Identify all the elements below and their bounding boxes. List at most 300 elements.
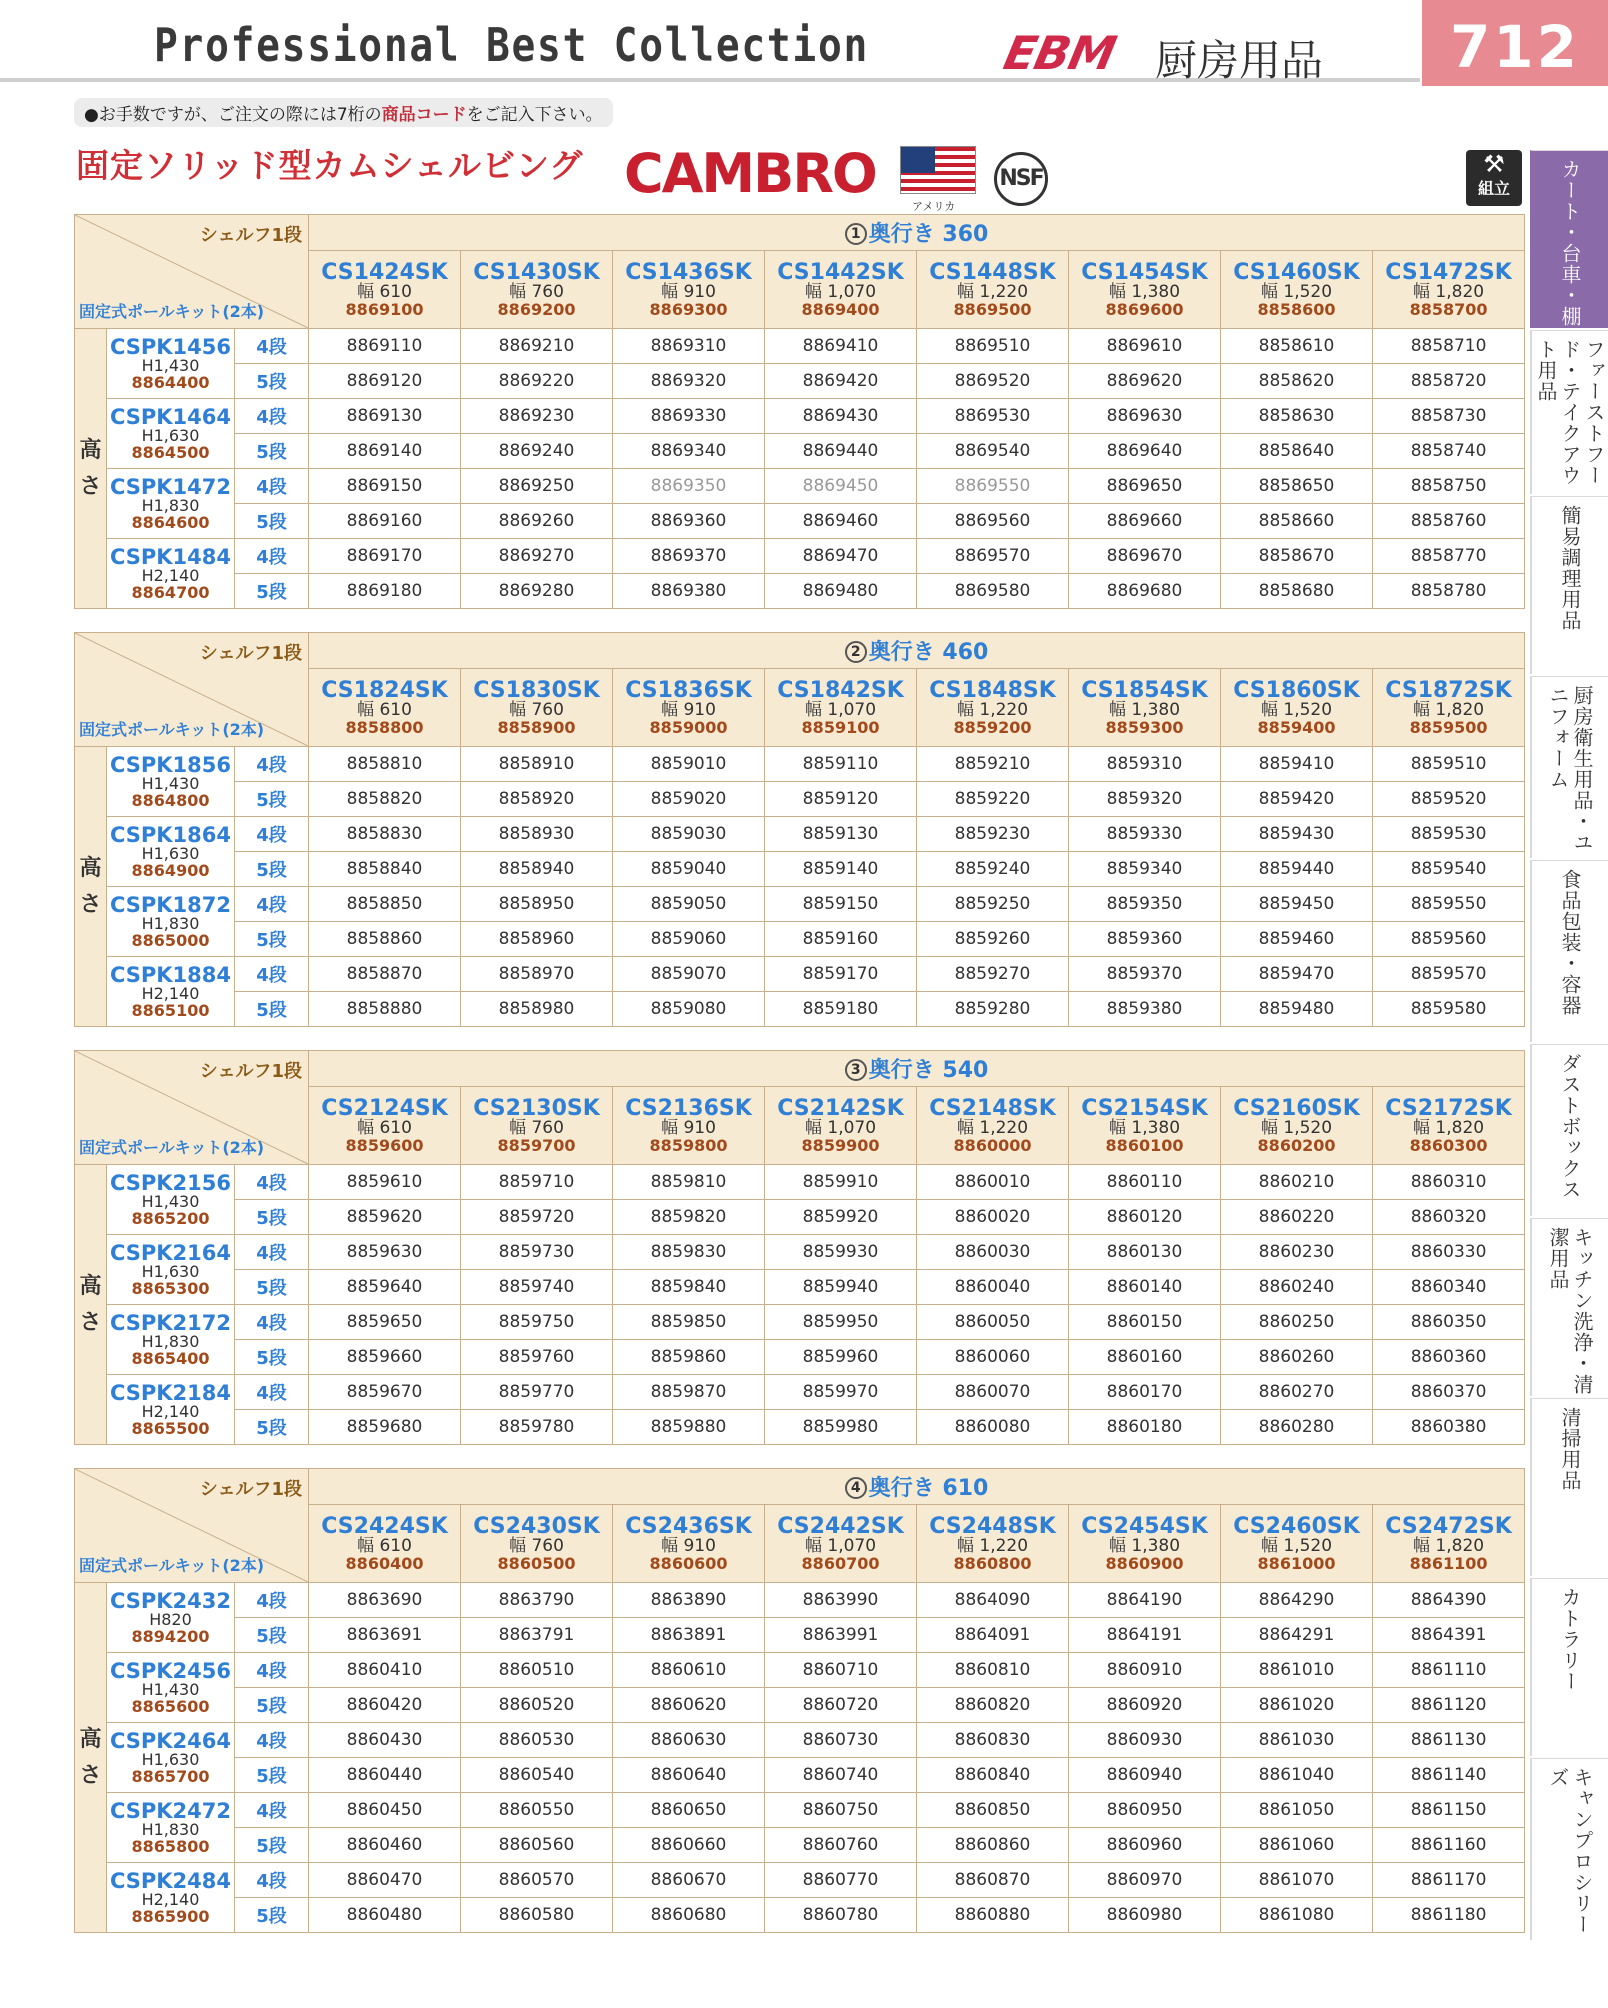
order-note-suffix: をご記入下さい。 [466, 105, 603, 125]
product-code: 8861060 [1221, 1828, 1373, 1863]
column-header [1373, 1087, 1525, 1165]
depth-number: 4 [845, 1477, 867, 1499]
catalog-title: Professional Best Collection [154, 18, 870, 72]
depth-number: 2 [845, 641, 867, 663]
tier-label: 5段 [235, 992, 309, 1027]
tab-5[interactable] [1530, 860, 1608, 1042]
product-code: 8858820 [309, 782, 461, 817]
product-code: 8860480 [309, 1898, 461, 1933]
product-code: 8860260 [1221, 1340, 1373, 1375]
column-header [765, 1505, 917, 1583]
pole-kit-cell [107, 1305, 235, 1375]
product-code: 8859720 [461, 1200, 613, 1235]
product-code: 8859420 [1221, 782, 1373, 817]
column-header [461, 669, 613, 747]
product-code: 8859910 [765, 1165, 917, 1200]
table-row [75, 1583, 1525, 1618]
shelf-code: 8869500 [953, 299, 1032, 319]
product-code: 8863890 [613, 1583, 765, 1618]
tier-label: 5段 [235, 1898, 309, 1933]
product-code: 8860250 [1221, 1305, 1373, 1340]
product-code: 8860820 [917, 1688, 1069, 1723]
pole-kit-cell [107, 329, 235, 399]
shelf-code: 8861100 [1409, 1553, 1488, 1573]
shelf-code: 8860600 [649, 1553, 728, 1573]
product-code: 8859830 [613, 1235, 765, 1270]
table-corner [75, 215, 309, 329]
product-code: 8860940 [1069, 1758, 1221, 1793]
table-row [75, 782, 1525, 817]
product-code: 8869370 [613, 539, 765, 574]
usa-flag-icon [900, 146, 976, 194]
tier-label: 4段 [235, 1375, 309, 1410]
product-code: 8859930 [765, 1235, 917, 1270]
product-code: 8858650 [1221, 469, 1373, 504]
product-code: 8860880 [917, 1898, 1069, 1933]
product-code: 8859530 [1373, 817, 1525, 852]
order-note-emphasis: 商品コード [381, 105, 467, 125]
shelf-model: CS2442SK [777, 1513, 904, 1539]
column-header [1221, 669, 1373, 747]
tab-label: ファーストフード・テイクアウト用品 [1534, 339, 1606, 486]
product-code: 8869530 [917, 399, 1069, 434]
pole-kit-height: H1,830 [141, 495, 200, 515]
shelf-model: CS2124SK [321, 1095, 448, 1121]
pole-kit-height: H2,140 [141, 565, 200, 585]
shelf-width: 幅 760 [509, 281, 564, 302]
table-row [75, 1375, 1525, 1410]
pole-kit-height: H820 [149, 1609, 192, 1629]
product-code: 8860170 [1069, 1375, 1221, 1410]
product-code: 8859980 [765, 1410, 917, 1445]
product-code: 8858910 [461, 747, 613, 782]
shelf-width: 幅 1,220 [956, 699, 1029, 720]
product-code: 8859880 [613, 1410, 765, 1445]
shelf-model: CS2460SK [1233, 1513, 1360, 1539]
table-row [75, 434, 1525, 469]
shelf-model: CS1872SK [1385, 677, 1512, 703]
product-code: 8860930 [1069, 1723, 1221, 1758]
column-header [1221, 1505, 1373, 1583]
product-code: 8869410 [765, 329, 917, 364]
product-code: 8859640 [309, 1270, 461, 1305]
pole-kit-code: 8864900 [131, 860, 210, 880]
product-code: 8864390 [1373, 1583, 1525, 1618]
product-code: 8858950 [461, 887, 613, 922]
column-header [613, 1087, 765, 1165]
product-code: 8860750 [765, 1793, 917, 1828]
shelf-width: 幅 910 [661, 281, 716, 302]
product-code: 8859170 [765, 957, 917, 992]
tab-10[interactable] [1530, 1758, 1608, 1940]
product-code: 8859330 [1069, 817, 1221, 852]
shelf-width: 幅 910 [661, 1535, 716, 1556]
product-code: 8864190 [1069, 1583, 1221, 1618]
product-code: 8858730 [1373, 399, 1525, 434]
shelf-model: CS1454SK [1081, 259, 1208, 285]
product-code: 8860540 [461, 1758, 613, 1793]
product-code: 8858920 [461, 782, 613, 817]
tab-label: カート・台車・棚 [1558, 159, 1582, 327]
product-code: 8859040 [613, 852, 765, 887]
tab-2[interactable] [1530, 330, 1608, 494]
shelf-code: 8869300 [649, 299, 728, 319]
product-code: 8859180 [765, 992, 917, 1027]
product-code: 8858870 [309, 957, 461, 992]
column-header [613, 1505, 765, 1583]
pole-kit-height: H1,430 [141, 1191, 200, 1211]
shelf-model: CS2136SK [625, 1095, 752, 1121]
product-code: 8858620 [1221, 364, 1373, 399]
product-code: 8860010 [917, 1165, 1069, 1200]
product-code: 8858630 [1221, 399, 1373, 434]
tier-label: 5段 [235, 1200, 309, 1235]
shelf-width: 幅 610 [357, 1117, 412, 1138]
tab-6[interactable] [1530, 1044, 1608, 1216]
product-code: 8869150 [309, 469, 461, 504]
column-header [461, 251, 613, 329]
product-code: 8863991 [765, 1618, 917, 1653]
category-title: 厨房用品 [1155, 36, 1324, 85]
product-code: 8869310 [613, 329, 765, 364]
product-code: 8869270 [461, 539, 613, 574]
product-code: 8859110 [765, 747, 917, 782]
product-code: 8860040 [917, 1270, 1069, 1305]
shelf-code: 8860700 [801, 1553, 880, 1573]
tab-9[interactable] [1530, 1578, 1608, 1756]
column-header [461, 1087, 613, 1165]
product-code: 8859460 [1221, 922, 1373, 957]
product-code: 8861130 [1373, 1723, 1525, 1758]
tier-label: 5段 [235, 852, 309, 887]
product-code: 8860780 [765, 1898, 917, 1933]
pole-kit-height: H2,140 [141, 983, 200, 1003]
pole-kit-model: CSPK1884 [109, 962, 232, 987]
product-code: 8861170 [1373, 1863, 1525, 1898]
product-code: 8860830 [917, 1723, 1069, 1758]
product-code: 8869580 [917, 574, 1069, 609]
product-code: 8861050 [1221, 1793, 1373, 1828]
product-code: 8869570 [917, 539, 1069, 574]
product-code: 8869670 [1069, 539, 1221, 574]
tab-3[interactable] [1530, 496, 1608, 674]
column-header [1069, 1505, 1221, 1583]
page-header [0, 0, 1608, 86]
table-row [75, 1653, 1525, 1688]
shelf-model: CS2142SK [777, 1095, 904, 1121]
product-code: 8858720 [1373, 364, 1525, 399]
product-code: 8861040 [1221, 1758, 1373, 1793]
column-header [309, 669, 461, 747]
pole-kit-model: CSPK2464 [109, 1728, 232, 1753]
shelf-width: 幅 1,070 [804, 281, 877, 302]
shelf-model: CS1860SK [1233, 677, 1360, 703]
depth-header-row [75, 215, 1525, 251]
shelf-model: CS1430SK [473, 259, 600, 285]
product-code: 8869660 [1069, 504, 1221, 539]
column-header [1069, 251, 1221, 329]
tier-label: 4段 [235, 817, 309, 852]
tab-1[interactable] [1530, 150, 1608, 328]
depth-label: 奥行き 360 [868, 222, 989, 247]
table-row [75, 504, 1525, 539]
shelf-model: CS1830SK [473, 677, 600, 703]
pole-kit-code: 8865200 [131, 1208, 210, 1228]
shelf-model: CS2154SK [1081, 1095, 1208, 1121]
product-code: 8859410 [1221, 747, 1373, 782]
depth-label: 奥行き 460 [868, 640, 989, 665]
shelf-model: CS2472SK [1385, 1513, 1512, 1539]
product-code: 8858980 [461, 992, 613, 1027]
product-code: 8860050 [917, 1305, 1069, 1340]
shelf-code: 8858600 [1257, 299, 1336, 319]
product-code: 8859510 [1373, 747, 1525, 782]
product-code: 8863790 [461, 1583, 613, 1618]
product-code: 8859840 [613, 1270, 765, 1305]
product-code: 8869320 [613, 364, 765, 399]
product-code: 8860610 [613, 1653, 765, 1688]
shelving-table-4 [74, 1468, 1525, 1933]
product-code: 8859270 [917, 957, 1069, 992]
table-row [75, 1688, 1525, 1723]
product-code: 8860280 [1221, 1410, 1373, 1445]
product-code: 8859650 [309, 1305, 461, 1340]
product-code: 8859030 [613, 817, 765, 852]
product-code: 8859970 [765, 1375, 917, 1410]
shelf-width: 幅 760 [509, 1117, 564, 1138]
pole-kit-code: 8865300 [131, 1278, 210, 1298]
shelf-width: 幅 1,380 [1108, 281, 1181, 302]
product-code: 8859150 [765, 887, 917, 922]
product-code: 8864191 [1069, 1618, 1221, 1653]
product-code: 8860910 [1069, 1653, 1221, 1688]
product-code: 8869420 [765, 364, 917, 399]
shelving-table-3 [74, 1050, 1525, 1445]
tier-label: 5段 [235, 922, 309, 957]
shelf-model: CS1442SK [777, 259, 904, 285]
shelf-code: 8859100 [801, 717, 880, 737]
tier-label: 5段 [235, 1618, 309, 1653]
wrench-icon: ⚒ [1483, 150, 1505, 178]
product-code: 8860530 [461, 1723, 613, 1758]
shelf-code: 8858800 [345, 717, 424, 737]
shelf-code: 8860400 [345, 1553, 424, 1573]
product-code: 8861160 [1373, 1828, 1525, 1863]
product-code: 8858860 [309, 922, 461, 957]
pole-kit-height: H1,430 [141, 355, 200, 375]
shelf-width: 幅 910 [661, 699, 716, 720]
product-code: 8860680 [613, 1898, 765, 1933]
product-code: 8861070 [1221, 1863, 1373, 1898]
product-code: 8860180 [1069, 1410, 1221, 1445]
column-header [765, 251, 917, 329]
column-header [309, 251, 461, 329]
product-code: 8859380 [1069, 992, 1221, 1027]
product-code: 8859620 [309, 1200, 461, 1235]
product-code: 8859010 [613, 747, 765, 782]
tab-8[interactable] [1530, 1398, 1608, 1576]
product-code: 8859250 [917, 887, 1069, 922]
pole-kit-code: 8865800 [131, 1836, 210, 1856]
tier-label: 5段 [235, 1340, 309, 1375]
pole-kit-model: CSPK2484 [109, 1868, 232, 1893]
product-code: 8859470 [1221, 957, 1373, 992]
product-code: 8860380 [1373, 1410, 1525, 1445]
pole-kit-code: 8865700 [131, 1766, 210, 1786]
tab-4[interactable] [1530, 676, 1608, 858]
table-row [75, 1410, 1525, 1445]
shelf-width: 幅 1,220 [956, 281, 1029, 302]
tier-label: 4段 [235, 1583, 309, 1618]
tier-label: 5段 [235, 1758, 309, 1793]
product-code: 8859670 [309, 1375, 461, 1410]
product-code: 8859080 [613, 992, 765, 1027]
pole-kit-model: CSPK1872 [109, 892, 232, 917]
shelf-code: 8859200 [953, 717, 1032, 737]
product-code: 8861120 [1373, 1688, 1525, 1723]
height-label: 高さ [75, 1165, 107, 1445]
shelf-code: 8859900 [801, 1135, 880, 1155]
shelf-width: 幅 1,820 [1413, 281, 1485, 302]
pole-kit-code: 8865900 [131, 1906, 210, 1926]
product-code: 8858640 [1221, 434, 1373, 469]
tab-label: キャンプロシリーズ [1546, 1767, 1594, 1935]
product-code: 8860980 [1069, 1898, 1221, 1933]
tier-label: 5段 [235, 1688, 309, 1723]
assembly-badge [1466, 150, 1522, 206]
tier-label: 4段 [235, 1863, 309, 1898]
shelf-code: 8869100 [345, 299, 424, 319]
product-code: 8869110 [309, 329, 461, 364]
product-code: 8858780 [1373, 574, 1525, 609]
product-code: 8859570 [1373, 957, 1525, 992]
origin-label: アメリカ [912, 200, 956, 213]
shelf-model: CS2454SK [1081, 1513, 1208, 1539]
tier-label: 4段 [235, 539, 309, 574]
product-code: 8869130 [309, 399, 461, 434]
product-title: 固定ソリッド型カムシェルビング [76, 146, 584, 185]
column-header [613, 669, 765, 747]
product-code: 8860580 [461, 1898, 613, 1933]
pole-kit-height: H1,830 [141, 1819, 200, 1839]
shelf-model: CS1436SK [625, 259, 752, 285]
shelf-width: 幅 610 [357, 1535, 412, 1556]
product-code: 8860730 [765, 1723, 917, 1758]
tab-7[interactable] [1530, 1218, 1608, 1396]
product-code: 8859860 [613, 1340, 765, 1375]
product-code: 8863691 [309, 1618, 461, 1653]
tier-label: 4段 [235, 1723, 309, 1758]
product-code: 8869450 [765, 469, 917, 504]
product-code: 8860740 [765, 1758, 917, 1793]
product-code: 8860350 [1373, 1305, 1525, 1340]
product-code: 8859810 [613, 1165, 765, 1200]
pole-kit-height: H1,430 [141, 773, 200, 793]
product-code: 8859820 [613, 1200, 765, 1235]
column-header [1373, 251, 1525, 329]
product-code: 8869440 [765, 434, 917, 469]
product-code: 8859960 [765, 1340, 917, 1375]
product-code: 8859770 [461, 1375, 613, 1410]
product-code: 8860960 [1069, 1828, 1221, 1863]
shelf-code: 8858700 [1409, 299, 1488, 319]
pole-kit-model: CSPK2164 [109, 1240, 232, 1265]
product-code: 8860710 [765, 1653, 917, 1688]
order-note-prefix: ●お手数ですが、ご注文の際には7桁の [84, 105, 382, 125]
product-code: 8858960 [461, 922, 613, 957]
product-code: 8859850 [613, 1305, 765, 1340]
product-code: 8859240 [917, 852, 1069, 887]
product-code: 8863891 [613, 1618, 765, 1653]
pole-kit-model: CSPK1456 [109, 334, 232, 359]
tier-label: 4段 [235, 1305, 309, 1340]
pole-kit-cell [107, 887, 235, 957]
shelf-width: 幅 1,380 [1108, 699, 1181, 720]
product-code: 8859320 [1069, 782, 1221, 817]
product-code: 8869510 [917, 329, 1069, 364]
height-label: 高さ [75, 1583, 107, 1933]
tier-label: 4段 [235, 1793, 309, 1828]
product-code: 8859950 [765, 1305, 917, 1340]
product-code: 8860130 [1069, 1235, 1221, 1270]
shelf-code: 8860000 [953, 1135, 1032, 1155]
tab-label: 厨房衛生用品・ユニフォーム [1546, 685, 1594, 853]
product-code: 8860870 [917, 1863, 1069, 1898]
product-code: 8859140 [765, 852, 917, 887]
column-header [765, 669, 917, 747]
depth-header [309, 1051, 1525, 1087]
product-code: 8869250 [461, 469, 613, 504]
table-row [75, 922, 1525, 957]
shelf-label: シェルフ1段 [199, 1061, 303, 1082]
product-code: 8860660 [613, 1828, 765, 1863]
product-code: 8860470 [309, 1863, 461, 1898]
pole-kit-height: H1,630 [141, 1261, 200, 1281]
table-row [75, 957, 1525, 992]
shelf-code: 8860800 [953, 1553, 1032, 1573]
depth-label: 奥行き 540 [868, 1058, 989, 1083]
shelf-code: 8860200 [1257, 1135, 1336, 1155]
shelf-width: 幅 1,520 [1260, 1535, 1333, 1556]
table-row [75, 1898, 1525, 1933]
product-code: 8860860 [917, 1828, 1069, 1863]
pole-kit-cell [107, 1863, 235, 1933]
depth-label: 奥行き 610 [868, 1476, 989, 1501]
product-code: 8859550 [1373, 887, 1525, 922]
table-row [75, 1793, 1525, 1828]
product-code: 8863690 [309, 1583, 461, 1618]
product-code: 8859280 [917, 992, 1069, 1027]
product-code: 8858770 [1373, 539, 1525, 574]
shelf-width: 幅 1,070 [804, 1535, 877, 1556]
pole-kit-label: 固定式ポールキット(2本) [79, 1138, 265, 1157]
product-code: 8858750 [1373, 469, 1525, 504]
product-code: 8860810 [917, 1653, 1069, 1688]
product-code: 8859920 [765, 1200, 917, 1235]
product-code: 8860030 [917, 1235, 1069, 1270]
depth-number: 3 [845, 1059, 867, 1081]
tier-label: 4段 [235, 1165, 309, 1200]
shelf-model: CS2424SK [321, 1513, 448, 1539]
shelf-model: CS2148SK [929, 1095, 1056, 1121]
tier-label: 5段 [235, 1410, 309, 1445]
product-code: 8859370 [1069, 957, 1221, 992]
shelf-width: 幅 1,380 [1108, 1535, 1181, 1556]
shelf-model: CS2430SK [473, 1513, 600, 1539]
shelf-model: CS1848SK [929, 677, 1056, 703]
table-corner [75, 1051, 309, 1165]
product-code: 8869380 [613, 574, 765, 609]
